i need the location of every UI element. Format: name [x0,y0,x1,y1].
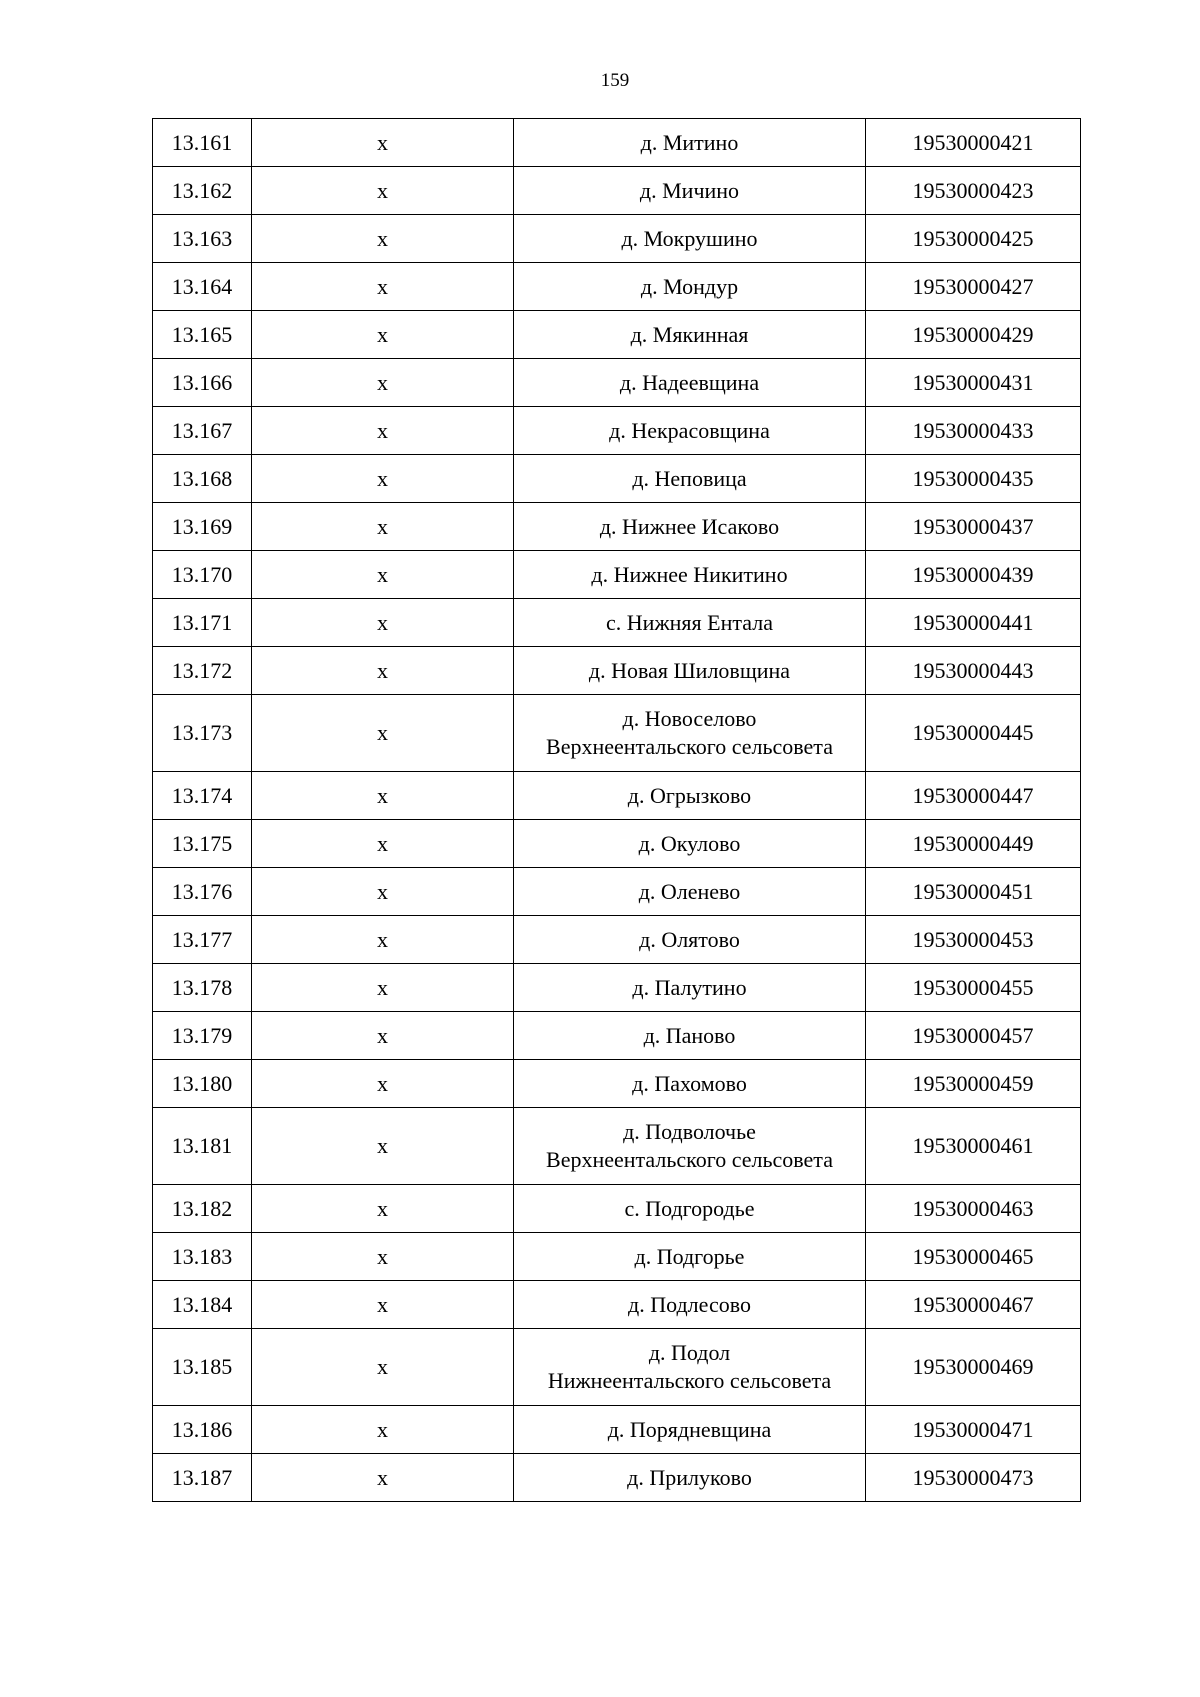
settlement-name-cell [514,311,866,359]
settlement-name-line: д. Огрызково [627,782,752,808]
table-row [153,119,1081,167]
row-number-cell: 13.176 [153,868,252,916]
page-number: 159 [600,70,630,91]
settlement-name-line: д. Окулово [638,830,741,856]
table-row [153,695,1081,772]
table-row [153,599,1081,647]
settlement-name-cell [514,263,866,311]
oktmo-code-cell: 19530000473 [866,1454,1081,1502]
oktmo-code-cell: 19530000445 [866,695,1081,772]
row-number-cell: 13.183 [153,1233,252,1281]
settlement-name-cell [514,1454,866,1502]
settlement-name-line: д. Мичино [639,177,740,203]
oktmo-code-cell: 19530000449 [866,820,1081,868]
oktmo-code-cell: 19530000425 [866,215,1081,263]
row-number-cell: 13.181 [153,1108,252,1185]
settlement-name-line: д. Прилуково [627,1464,752,1490]
table-row [153,647,1081,695]
settlement-name-line: д. Новоселово [622,706,757,731]
mark-cell: х [252,1108,514,1185]
row-number-cell: 13.185 [153,1329,252,1406]
row-number-cell: 13.171 [153,599,252,647]
settlement-name-line: д. Пахомово [632,1070,747,1096]
settlement-name-cell [514,916,866,964]
table-row [153,263,1081,311]
table-row [153,1329,1081,1406]
mark-cell: х [252,1185,514,1233]
settlement-name-line: д. Подол [648,1340,731,1365]
mark-cell: х [252,263,514,311]
mark-cell: х [252,1454,514,1502]
table-row [153,407,1081,455]
row-number-cell: 13.165 [153,311,252,359]
settlement-name-cell [514,1329,866,1406]
table-row [153,551,1081,599]
row-number-cell: 13.162 [153,167,252,215]
table-row [153,503,1081,551]
mark-cell: х [252,1281,514,1329]
settlement-name-cell [514,503,866,551]
oktmo-code-cell: 19530000469 [866,1329,1081,1406]
table-row [153,311,1081,359]
settlement-name-cell [514,964,866,1012]
settlement-name-cell [514,820,866,868]
oktmo-code-cell: 19530000459 [866,1060,1081,1108]
settlement-name-cell [514,455,866,503]
mark-cell: х [252,551,514,599]
mark-cell: х [252,964,514,1012]
table-row [153,215,1081,263]
row-number-cell: 13.172 [153,647,252,695]
row-number-cell: 13.161 [153,119,252,167]
settlement-name-cell [514,1281,866,1329]
row-number-cell: 13.180 [153,1060,252,1108]
row-number-cell: 13.178 [153,964,252,1012]
settlement-name-cell [514,695,866,772]
settlement-name-line: д. Подгорье [634,1243,745,1269]
row-number-cell: 13.173 [153,695,252,772]
table-row [153,820,1081,868]
oktmo-code-cell: 19530000435 [866,455,1081,503]
mark-cell: х [252,1233,514,1281]
oktmo-code-cell: 19530000471 [866,1406,1081,1454]
row-number-cell: 13.175 [153,820,252,868]
mark-cell: х [252,407,514,455]
oktmo-code-cell: 19530000443 [866,647,1081,695]
row-number-cell: 13.170 [153,551,252,599]
settlement-name-cell [514,1060,866,1108]
row-number-cell: 13.182 [153,1185,252,1233]
settlement-name-cell [514,167,866,215]
oktmo-code-cell: 19530000451 [866,868,1081,916]
settlement-name-cell [514,119,866,167]
mark-cell: х [252,695,514,772]
settlement-name-cell [514,599,866,647]
oktmo-code-cell: 19530000439 [866,551,1081,599]
table-row [153,455,1081,503]
table-row [153,1406,1081,1454]
mark-cell: х [252,772,514,820]
oktmo-code-cell: 19530000431 [866,359,1081,407]
table-row [153,916,1081,964]
settlement-name-line: д. Олятово [639,926,740,952]
oktmo-code-cell: 19530000467 [866,1281,1081,1329]
settlement-name-line: д. Нижнее Никитино [591,561,788,587]
settlement-name-line: с. Нижняя Ентала [606,609,773,635]
settlement-name-cell [514,407,866,455]
settlement-name-cell [514,868,866,916]
settlement-name-line: д. Мондур [640,273,739,299]
table-row [153,1185,1081,1233]
settlement-name-line: с. Подгородье [624,1195,755,1221]
table-row [153,1233,1081,1281]
settlement-name-line: Нижнеентальского сельсовета [547,1368,832,1393]
oktmo-code-cell: 19530000461 [866,1108,1081,1185]
mark-cell: х [252,820,514,868]
row-number-cell: 13.166 [153,359,252,407]
mark-cell: х [252,1406,514,1454]
settlements-table [152,118,1081,1502]
row-number-cell: 13.187 [153,1454,252,1502]
settlement-name-cell [514,772,866,820]
row-number-cell: 13.177 [153,916,252,964]
settlement-name-line: д. Неповица [632,465,747,491]
oktmo-code-cell: 19530000421 [866,119,1081,167]
mark-cell: х [252,868,514,916]
table-row [153,964,1081,1012]
mark-cell: х [252,916,514,964]
oktmo-code-cell: 19530000441 [866,599,1081,647]
row-number-cell: 13.164 [153,263,252,311]
mark-cell: х [252,1329,514,1406]
mark-cell: х [252,1060,514,1108]
table-row [153,1108,1081,1185]
row-number-cell: 13.169 [153,503,252,551]
settlement-name-line: Верхнеентальского сельсовета [546,734,833,759]
settlement-name-cell [514,1185,866,1233]
settlement-name-line: д. Мякинная [630,321,749,347]
settlement-name-line: д. Мокрушино [621,225,758,251]
table-row [153,868,1081,916]
mark-cell: х [252,503,514,551]
settlement-name-line: д. Оленево [638,878,741,904]
oktmo-code-cell: 19530000457 [866,1012,1081,1060]
row-number-cell: 13.163 [153,215,252,263]
settlement-name-cell [514,1233,866,1281]
settlement-name-cell [514,1406,866,1454]
table-row [153,1281,1081,1329]
row-number-cell: 13.168 [153,455,252,503]
settlement-name-line: д. Новая Шиловщина [588,657,791,683]
mark-cell: х [252,215,514,263]
settlement-name-cell [514,551,866,599]
oktmo-code-cell: 19530000453 [866,916,1081,964]
mark-cell: х [252,119,514,167]
settlement-name-cell [514,1108,866,1185]
row-number-cell: 13.184 [153,1281,252,1329]
table-row [153,359,1081,407]
mark-cell: х [252,455,514,503]
settlement-name-line: д. Надеевщина [619,369,760,395]
mark-cell: х [252,647,514,695]
row-number-cell: 13.174 [153,772,252,820]
oktmo-code-cell: 19530000437 [866,503,1081,551]
mark-cell: х [252,1012,514,1060]
oktmo-code-cell: 19530000465 [866,1233,1081,1281]
row-number-cell: 13.167 [153,407,252,455]
settlement-name-line: д. Подволочье [623,1119,756,1144]
mark-cell: х [252,599,514,647]
settlement-name-cell [514,1012,866,1060]
settlement-name-line: д. Палутино [632,974,747,1000]
table-row [153,1012,1081,1060]
table-body [153,119,1081,1502]
mark-cell: х [252,167,514,215]
oktmo-code-cell: 19530000455 [866,964,1081,1012]
oktmo-code-cell: 19530000447 [866,772,1081,820]
table-row [153,772,1081,820]
settlement-name-line: д. Подлесово [628,1291,751,1317]
mark-cell: х [252,311,514,359]
oktmo-code-cell: 19530000463 [866,1185,1081,1233]
settlement-name-cell [514,215,866,263]
oktmo-code-cell: 19530000429 [866,311,1081,359]
table-row [153,167,1081,215]
settlement-name-line: д. Митино [640,129,739,155]
table-row [153,1454,1081,1502]
settlement-name-line: д. Нижнее Исаково [599,513,780,539]
settlement-name-line: д. Порядневщина [607,1416,772,1442]
mark-cell: х [252,359,514,407]
row-number-cell: 13.186 [153,1406,252,1454]
oktmo-code-cell: 19530000433 [866,407,1081,455]
settlement-name-cell [514,359,866,407]
settlement-name-line: д. Некрасовщина [609,417,770,443]
settlement-name-cell [514,647,866,695]
table-row [153,1060,1081,1108]
settlement-name-line: Верхнеентальского сельсовета [546,1147,833,1172]
row-number-cell: 13.179 [153,1012,252,1060]
settlement-name-line: д. Паново [643,1022,736,1048]
oktmo-code-cell: 19530000423 [866,167,1081,215]
oktmo-code-cell: 19530000427 [866,263,1081,311]
